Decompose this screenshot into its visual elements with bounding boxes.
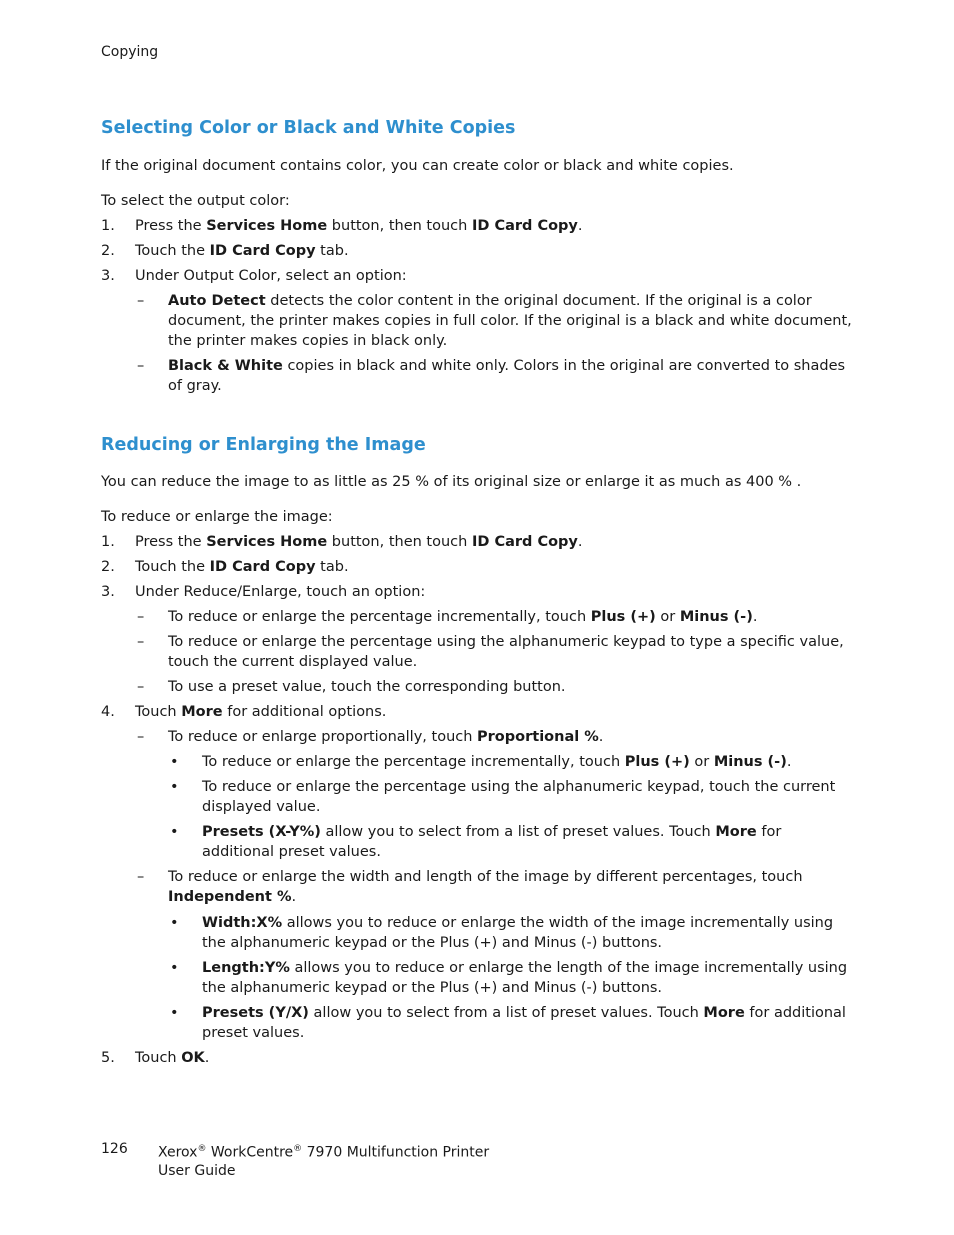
- dash-marker: –: [137, 729, 145, 745]
- footer-product: Xerox® WorkCentre® 7970 Multifunction Printer User Guide: [158, 1144, 490, 1179]
- section-title-color: Selecting Color or Black and White Copies: [101, 118, 516, 138]
- step-number: 2.: [101, 243, 115, 259]
- dash-marker: –: [137, 634, 145, 650]
- dash-marker: –: [137, 358, 145, 374]
- bullet-text: Presets (X-Y%) allow you to select from a list of preset values. Touch More for additional preset values.: [202, 824, 782, 860]
- footer-guide: User Guide: [158, 1162, 236, 1179]
- step-text: Touch OK.: [135, 1050, 210, 1066]
- step-text: Under Reduce/Enlarge, touch an option:: [135, 584, 426, 600]
- bullet-marker: •: [170, 915, 179, 931]
- bullet-marker: •: [170, 960, 179, 976]
- step-number: 5.: [101, 1050, 115, 1066]
- step-number: 1.: [101, 534, 115, 550]
- dash-marker: –: [137, 609, 145, 625]
- step-number: 4.: [101, 704, 115, 720]
- bullet-text: To reduce or enlarge the percentage incrementally, touch Plus (+) or Minus (-).: [202, 754, 792, 770]
- bullet-text: Presets (Y/X) allow you to select from a list of preset values. Touch More for additional preset values.: [202, 1005, 846, 1041]
- option-auto-detect: Auto Detect detects the color content in the original document. If the original is a color document, the printer makes copies in full color. If the original is a black and white document, the printer makes copies in black only.: [168, 293, 852, 349]
- step-number: 3.: [101, 584, 115, 600]
- step-text: Touch the ID Card Copy tab.: [135, 243, 349, 259]
- option-text: To use a preset value, touch the corresponding button.: [168, 679, 566, 695]
- page-number: 126: [101, 1141, 128, 1157]
- dash-marker: –: [137, 293, 145, 309]
- section-intro: You can reduce the image to as little as 25 % of its original size or enlarge it as much as 400 % .: [101, 474, 802, 490]
- option-text: To reduce or enlarge the width and length of the image by different percentages, touch Independent %.: [168, 869, 803, 905]
- step-number: 3.: [101, 268, 115, 284]
- option-black-white: Black & White copies in black and white only. Colors in the original are converted to shades of gray.: [168, 358, 846, 394]
- section-intro: If the original document contains color, you can create color or black and white copies.: [101, 158, 734, 174]
- dash-marker: –: [137, 869, 145, 885]
- running-header: Copying: [101, 44, 159, 60]
- option-text: To reduce or enlarge proportionally, touch Proportional %.: [168, 729, 604, 745]
- bullet-marker: •: [170, 1005, 179, 1021]
- option-text: To reduce or enlarge the percentage using the alphanumeric keypad to type a specific value, touch the current displayed value.: [168, 634, 844, 670]
- option-text: To reduce or enlarge the percentage incrementally, touch Plus (+) or Minus (-).: [168, 609, 758, 625]
- bullet-text: To reduce or enlarge the percentage using the alphanumeric keypad, touch the current displayed value.: [202, 779, 836, 815]
- step-number: 2.: [101, 559, 115, 575]
- bullet-marker: •: [170, 754, 179, 770]
- bullet-marker: •: [170, 824, 179, 840]
- bullet-text: Length:Y% allows you to reduce or enlarge the length of the image incrementally using the alphanumeric keypad or the Plus (+) and Minus (-) buttons.: [202, 960, 848, 996]
- step-number: 1.: [101, 218, 115, 234]
- steps-lead: To reduce or enlarge the image:: [101, 509, 333, 525]
- step-text: Under Output Color, select an option:: [135, 268, 407, 284]
- steps-lead: To select the output color:: [101, 193, 290, 209]
- dash-marker: –: [137, 679, 145, 695]
- step-text: Press the Services Home button, then touch ID Card Copy.: [135, 218, 583, 234]
- step-text: Touch the ID Card Copy tab.: [135, 559, 349, 575]
- step-text: Press the Services Home button, then touch ID Card Copy.: [135, 534, 583, 550]
- section-title-reduce-enlarge: Reducing or Enlarging the Image: [101, 435, 426, 455]
- bullet-marker: •: [170, 779, 179, 795]
- bullet-text: Width:X% allows you to reduce or enlarge the width of the image incrementally using the alphanumeric keypad or the Plus (+) and Minus (-) buttons.: [202, 915, 834, 951]
- step-text: Touch More for additional options.: [135, 704, 387, 720]
